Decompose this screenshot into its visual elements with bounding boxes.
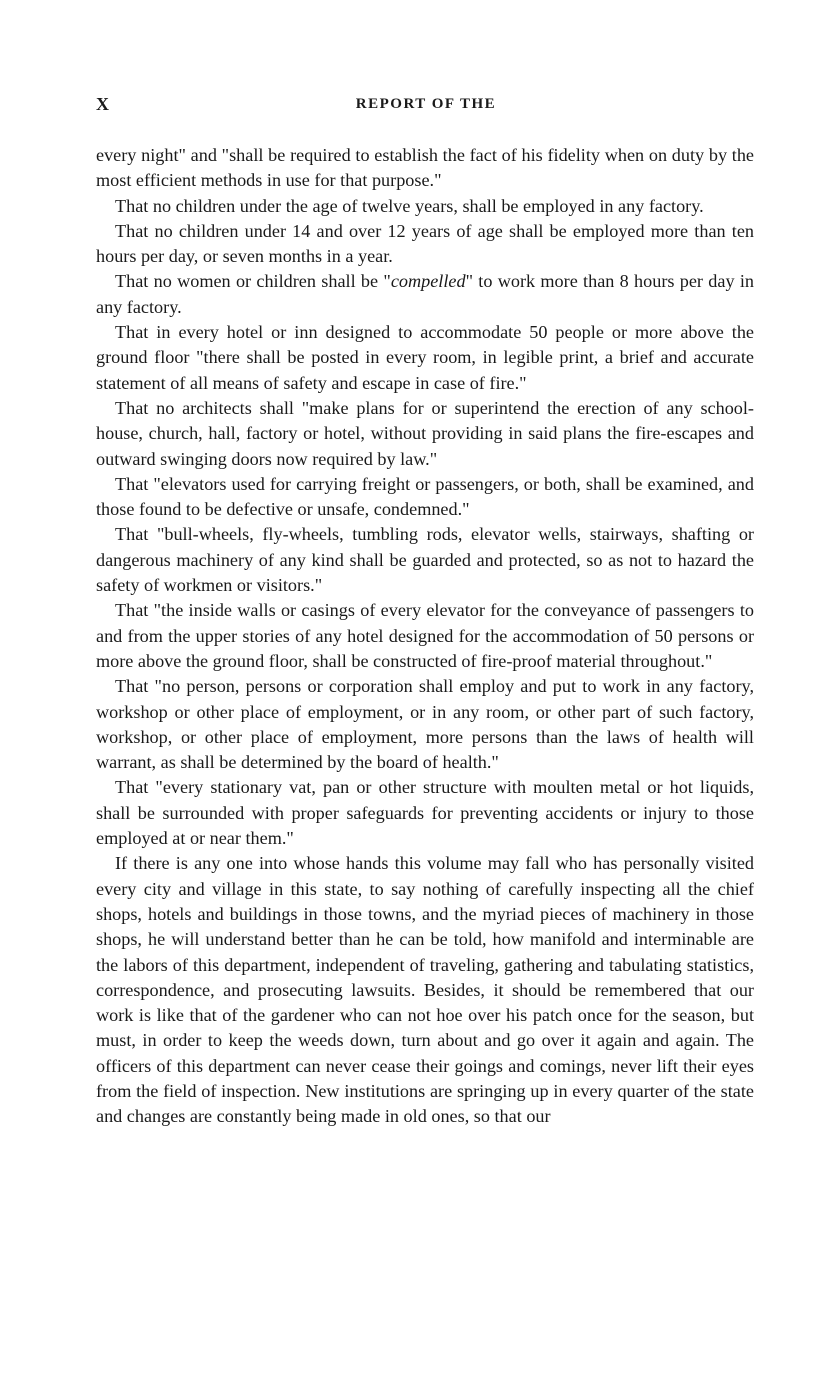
page-header [96, 94, 756, 118]
paragraph [96, 775, 754, 851]
paragraph-text: That "bull-wheels, fly-wheels, tumbling rods, elevator wells, stairways, shafting or dangerous machinery of any kind shall be guarded and protected, so as not to hazard the safety of workmen or visitors." [96, 524, 754, 596]
body-text [96, 143, 754, 1130]
paragraph-text: That "the inside walls or casings of every elevator for the conveyance of passengers to and from the upper stories of any hotel designed for the accommodation of 50 persons or more above the ground floor, shall be constructed of fire-proof material throughout." [96, 600, 754, 671]
paragraph-text: That "every stationary vat, pan or other structure with moulten metal or hot liquids, shall be surrounded with proper safeguards for preventing accidents or injury to those employed at or near them." [96, 777, 754, 849]
paragraph-text: That "elevators used for carrying freight or passengers, or both, shall be examined, and those found to be defective or unsafe, condemned." [96, 473, 754, 520]
paragraph-text: every night" and "shall be required to establish the fact of his fidelity when on duty by the most efficient methods in use for that purpose." [96, 145, 754, 191]
paragraph [96, 269, 754, 320]
running-head: REPORT OF THE [355, 96, 497, 112]
paragraph [96, 598, 754, 674]
paragraph [96, 674, 754, 775]
paragraph [96, 472, 754, 523]
paragraph-text: That no children under 14 and over 12 years of age shall be employed more than ten hours per day, or seven months in a year. [96, 220, 754, 267]
paragraph [96, 194, 754, 219]
paragraph [96, 396, 754, 472]
page-number: X [96, 94, 110, 114]
paragraph [96, 522, 754, 598]
paragraph [96, 219, 754, 270]
paragraph-text: " to work more than 8 hours per day in any factory. [96, 271, 754, 317]
paragraph-text: That "no person, persons or corporation shall employ and put to work in any factory, workshop or other place of employment, or in any room, or other part of such factory, workshop, or other place of employment, more persons than the laws of health will warrant, as shall be determined by the board of health." [96, 676, 754, 773]
paragraph [96, 320, 754, 396]
paragraph-text: That in every hotel or inn designed to accommodate 50 people or more above the ground floor "there shall be posted in every room, in legible print, a brief and accurate statement of all means of safety and escape in case of fire." [96, 322, 754, 393]
italic-text: compelled [390, 271, 466, 292]
paragraph [96, 143, 754, 194]
paragraph-text: If there is any one into whose hands this volume may fall who has personally visited every city and village in this state, to say nothing of carefully inspecting all the chief shops, hotels and buildings in those towns, and the myriad pieces of machinery in those shops, he will understand better than he can be told, how manifold and interminable are the labors of this department, independent of traveling, gathering and tabulating statistics, correspondence, and prosecuting lawsuits. Besides, it should be remembered that our work is like that of the gardener who can not hoe over his patch once for the season, but must, in order to keep the weeds down, turn about and go over it again and again. The officers of this department can never cease their goings and comings, never lift their eyes from the field of inspection. New institutions are springing up in every quarter of the state and changes are constantly being made in old ones, so that our [96, 853, 754, 1127]
paragraph-text: That no architects shall "make plans for or superintend the erection of any school-house, church, hall, factory or hotel, without providing in said plans the fire-escapes and outward swinging doors now required by law." [96, 397, 754, 469]
paragraph-text: That no women or children shall be " [115, 271, 391, 292]
paragraph [96, 851, 754, 1129]
paragraph-text: That no children under the age of twelve years, shall be employed in any factory. [115, 195, 704, 216]
